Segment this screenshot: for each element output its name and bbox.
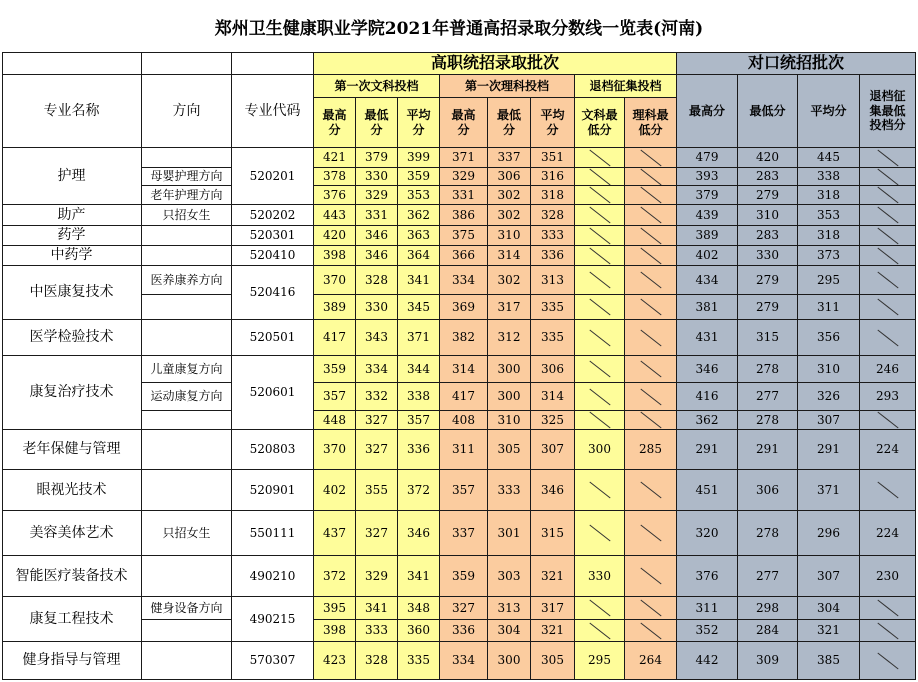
score-cell: 439 — [677, 205, 738, 226]
major-code: 520202 — [232, 205, 314, 226]
no-data-slash — [625, 205, 677, 226]
score-cell: 398 — [314, 620, 356, 642]
score-cell: 328 — [356, 266, 398, 295]
score-cell: 302 — [488, 186, 531, 205]
score-cell: 321 — [531, 556, 575, 597]
score-cell: 327 — [356, 511, 398, 556]
header-arts-max: 最高分 — [314, 98, 356, 148]
score-cell: 307 — [798, 556, 860, 597]
score-cell: 278 — [738, 511, 798, 556]
score-cell: 330 — [738, 246, 798, 266]
score-cell: 285 — [625, 430, 677, 470]
header-first-science: 第一次理科投档 — [440, 75, 575, 98]
score-cell: 330 — [356, 168, 398, 186]
score-cell: 346 — [531, 470, 575, 511]
no-data-slash — [625, 356, 677, 383]
score-cell: 311 — [440, 430, 488, 470]
direction-empty — [142, 620, 232, 642]
direction-label: 只招女生 — [142, 511, 232, 556]
score-cell: 328 — [531, 205, 575, 226]
score-cell: 434 — [677, 266, 738, 295]
score-cell: 332 — [356, 383, 398, 411]
score-cell: 305 — [531, 642, 575, 680]
no-data-slash — [860, 597, 916, 620]
score-cell: 370 — [314, 266, 356, 295]
score-cell: 301 — [488, 511, 531, 556]
score-cell: 314 — [488, 246, 531, 266]
score-cell: 313 — [488, 597, 531, 620]
major-name: 康复工程技术 — [2, 597, 142, 642]
score-cell: 335 — [531, 295, 575, 320]
score-cell: 321 — [798, 620, 860, 642]
no-data-slash — [575, 186, 625, 205]
no-data-slash — [625, 556, 677, 597]
score-cell: 372 — [398, 470, 440, 511]
major-code: 490210 — [232, 556, 314, 597]
score-cell: 330 — [575, 556, 625, 597]
no-data-slash — [575, 356, 625, 383]
score-cell: 279 — [738, 266, 798, 295]
score-cell: 315 — [738, 320, 798, 356]
no-data-slash — [860, 266, 916, 295]
no-data-slash — [625, 470, 677, 511]
major-code: 520416 — [232, 266, 314, 320]
major-name: 康复治疗技术 — [2, 356, 142, 430]
score-cell: 328 — [356, 642, 398, 680]
major-code: 520501 — [232, 320, 314, 356]
score-cell: 389 — [677, 226, 738, 246]
score-cell: 382 — [440, 320, 488, 356]
header-voc-avg: 平均分 — [798, 75, 860, 148]
score-cell: 402 — [314, 470, 356, 511]
score-cell: 331 — [356, 205, 398, 226]
no-data-slash — [575, 620, 625, 642]
header-retire-arts-min: 文科最低分 — [575, 98, 625, 148]
score-cell: 264 — [625, 642, 677, 680]
no-data-slash — [860, 226, 916, 246]
header-sci-min: 最低分 — [488, 98, 531, 148]
score-cell: 379 — [677, 186, 738, 205]
score-cell: 310 — [488, 411, 531, 430]
score-cell: 357 — [440, 470, 488, 511]
score-cell: 357 — [398, 411, 440, 430]
score-cell: 421 — [314, 148, 356, 168]
header-higher-voc-batch: 高职统招录取批次 — [314, 52, 677, 75]
major-code: 570307 — [232, 642, 314, 680]
no-data-slash — [575, 597, 625, 620]
score-cell: 320 — [677, 511, 738, 556]
score-cell: 353 — [398, 186, 440, 205]
score-cell: 393 — [677, 168, 738, 186]
score-cell: 337 — [488, 148, 531, 168]
direction-label: 只招女生 — [142, 205, 232, 226]
score-cell: 359 — [440, 556, 488, 597]
direction-empty — [142, 246, 232, 266]
score-cell: 327 — [356, 430, 398, 470]
score-cell: 300 — [488, 356, 531, 383]
header-retire-sci-min: 理科最低分 — [625, 98, 677, 148]
direction-label: 医养康养方向 — [142, 266, 232, 295]
score-cell: 363 — [398, 226, 440, 246]
major-name: 中药学 — [2, 246, 142, 266]
score-cell: 295 — [798, 266, 860, 295]
no-data-slash — [860, 470, 916, 511]
score-cell: 399 — [398, 148, 440, 168]
no-data-slash — [625, 295, 677, 320]
score-cell: 304 — [488, 620, 531, 642]
no-data-slash — [860, 320, 916, 356]
no-data-slash — [575, 470, 625, 511]
score-cell: 423 — [314, 642, 356, 680]
score-cell: 303 — [488, 556, 531, 597]
score-cell: 306 — [531, 356, 575, 383]
major-code: 520201 — [232, 148, 314, 205]
score-cell: 351 — [531, 148, 575, 168]
score-cell: 338 — [798, 168, 860, 186]
score-cell: 360 — [398, 620, 440, 642]
score-cell: 291 — [677, 430, 738, 470]
header-major: 专业名称 — [2, 75, 142, 148]
score-cell: 230 — [860, 556, 916, 597]
score-cell: 431 — [677, 320, 738, 356]
header-voc-retire-min: 退档征集最低投档分 — [860, 75, 916, 148]
score-cell: 318 — [531, 186, 575, 205]
no-data-slash — [575, 148, 625, 168]
direction-empty — [142, 148, 232, 168]
header-arts-avg: 平均分 — [398, 98, 440, 148]
score-cell: 356 — [798, 320, 860, 356]
score-cell: 224 — [860, 511, 916, 556]
direction-empty — [142, 411, 232, 430]
score-cell: 364 — [398, 246, 440, 266]
direction-empty — [142, 556, 232, 597]
score-cell: 336 — [531, 246, 575, 266]
score-cell: 369 — [440, 295, 488, 320]
score-cell: 298 — [738, 597, 798, 620]
direction-empty — [142, 642, 232, 680]
score-cell: 341 — [398, 266, 440, 295]
direction-label: 儿童康复方向 — [142, 356, 232, 383]
score-cell: 326 — [798, 383, 860, 411]
major-code: 490215 — [232, 597, 314, 642]
direction-empty — [142, 470, 232, 511]
score-cell: 334 — [356, 356, 398, 383]
no-data-slash — [625, 411, 677, 430]
score-cell: 417 — [314, 320, 356, 356]
score-cell: 329 — [440, 168, 488, 186]
score-cell: 386 — [440, 205, 488, 226]
score-cell: 315 — [531, 511, 575, 556]
no-data-slash — [575, 205, 625, 226]
no-data-slash — [575, 511, 625, 556]
score-cell: 296 — [798, 511, 860, 556]
major-name: 健身指导与管理 — [2, 642, 142, 680]
no-data-slash — [625, 246, 677, 266]
no-data-slash — [860, 246, 916, 266]
score-cell: 334 — [440, 266, 488, 295]
score-cell: 335 — [398, 642, 440, 680]
score-cell: 314 — [440, 356, 488, 383]
no-data-slash — [625, 320, 677, 356]
direction-empty — [142, 295, 232, 320]
score-cell: 305 — [488, 430, 531, 470]
score-cell: 479 — [677, 148, 738, 168]
major-name: 老年保健与管理 — [2, 430, 142, 470]
score-cell: 327 — [440, 597, 488, 620]
score-cell: 313 — [531, 266, 575, 295]
score-cell: 278 — [738, 411, 798, 430]
major-name: 助产 — [2, 205, 142, 226]
score-cell: 346 — [398, 511, 440, 556]
score-cell: 352 — [677, 620, 738, 642]
major-name: 眼视光技术 — [2, 470, 142, 511]
score-cell: 395 — [314, 597, 356, 620]
score-cell: 317 — [488, 295, 531, 320]
score-cell: 334 — [440, 642, 488, 680]
score-cell: 333 — [488, 470, 531, 511]
direction-label: 母婴护理方向 — [142, 168, 232, 186]
no-data-slash — [625, 620, 677, 642]
major-code: 550111 — [232, 511, 314, 556]
no-data-slash — [860, 642, 916, 680]
score-cell: 376 — [677, 556, 738, 597]
direction-label: 运动康复方向 — [142, 383, 232, 411]
score-cell: 451 — [677, 470, 738, 511]
no-data-slash — [575, 411, 625, 430]
score-cell: 417 — [440, 383, 488, 411]
score-cell: 304 — [798, 597, 860, 620]
no-data-slash — [860, 205, 916, 226]
header-retire-collection: 退档征集投档 — [575, 75, 677, 98]
score-cell: 325 — [531, 411, 575, 430]
score-cell: 379 — [356, 148, 398, 168]
score-cell: 327 — [356, 411, 398, 430]
score-cell: 312 — [488, 320, 531, 356]
no-data-slash — [625, 168, 677, 186]
score-cell: 336 — [398, 430, 440, 470]
score-cell: 448 — [314, 411, 356, 430]
score-cell: 300 — [575, 430, 625, 470]
score-cell: 341 — [398, 556, 440, 597]
score-cell: 306 — [488, 168, 531, 186]
header-blank — [232, 52, 314, 75]
score-cell: 314 — [531, 383, 575, 411]
no-data-slash — [860, 168, 916, 186]
no-data-slash — [575, 266, 625, 295]
header-code: 专业代码 — [232, 75, 314, 148]
direction-empty — [142, 226, 232, 246]
no-data-slash — [625, 226, 677, 246]
score-cell: 316 — [531, 168, 575, 186]
major-code: 520803 — [232, 430, 314, 470]
score-cell: 437 — [314, 511, 356, 556]
no-data-slash — [860, 186, 916, 205]
score-cell: 310 — [798, 356, 860, 383]
score-cell: 318 — [798, 186, 860, 205]
no-data-slash — [575, 383, 625, 411]
score-cell: 307 — [531, 430, 575, 470]
no-data-slash — [625, 148, 677, 168]
score-cell: 300 — [488, 383, 531, 411]
major-name: 美容美体艺术 — [2, 511, 142, 556]
page-title: 郑州卫生健康职业学院2021年普通高招录取分数线一览表(河南) — [214, 18, 704, 39]
no-data-slash — [860, 620, 916, 642]
direction-label: 健身设备方向 — [142, 597, 232, 620]
admission-scores-table — [0, 52, 918, 682]
score-cell: 311 — [798, 295, 860, 320]
score-cell: 362 — [398, 205, 440, 226]
score-cell: 371 — [440, 148, 488, 168]
no-data-slash — [860, 411, 916, 430]
score-cell: 359 — [398, 168, 440, 186]
score-cell: 284 — [738, 620, 798, 642]
score-cell: 343 — [356, 320, 398, 356]
score-cell: 311 — [677, 597, 738, 620]
score-cell: 381 — [677, 295, 738, 320]
score-cell: 310 — [738, 205, 798, 226]
header-sci-max: 最高分 — [440, 98, 488, 148]
score-cell: 333 — [356, 620, 398, 642]
score-cell: 353 — [798, 205, 860, 226]
score-cell: 277 — [738, 556, 798, 597]
score-cell: 246 — [860, 356, 916, 383]
major-code: 520901 — [232, 470, 314, 511]
score-cell: 329 — [356, 556, 398, 597]
score-cell: 283 — [738, 168, 798, 186]
no-data-slash — [575, 320, 625, 356]
major-code: 520301 — [232, 226, 314, 246]
score-cell: 309 — [738, 642, 798, 680]
major-name: 医学检验技术 — [2, 320, 142, 356]
score-cell: 355 — [356, 470, 398, 511]
no-data-slash — [625, 186, 677, 205]
header-sci-avg: 平均分 — [531, 98, 575, 148]
direction-empty — [142, 430, 232, 470]
score-cell: 341 — [356, 597, 398, 620]
score-cell: 408 — [440, 411, 488, 430]
score-cell: 402 — [677, 246, 738, 266]
score-cell: 346 — [356, 246, 398, 266]
score-cell: 372 — [314, 556, 356, 597]
no-data-slash — [625, 383, 677, 411]
header-arts-min: 最低分 — [356, 98, 398, 148]
score-cell: 338 — [398, 383, 440, 411]
header-blank — [2, 52, 142, 75]
score-cell: 321 — [531, 620, 575, 642]
score-cell: 385 — [798, 642, 860, 680]
no-data-slash — [575, 226, 625, 246]
score-cell: 366 — [440, 246, 488, 266]
header-blank — [142, 52, 232, 75]
score-cell: 302 — [488, 205, 531, 226]
major-code: 520601 — [232, 356, 314, 430]
score-cell: 283 — [738, 226, 798, 246]
score-cell: 306 — [738, 470, 798, 511]
score-cell: 307 — [798, 411, 860, 430]
score-cell: 398 — [314, 246, 356, 266]
score-cell: 337 — [440, 511, 488, 556]
score-cell: 420 — [738, 148, 798, 168]
header-first-arts: 第一次文科投档 — [314, 75, 440, 98]
header-voc-min: 最低分 — [738, 75, 798, 148]
score-cell: 445 — [798, 148, 860, 168]
score-cell: 277 — [738, 383, 798, 411]
score-cell: 420 — [314, 226, 356, 246]
major-name: 智能医疗装备技术 — [2, 556, 142, 597]
score-cell: 291 — [798, 430, 860, 470]
score-cell: 346 — [356, 226, 398, 246]
score-cell: 345 — [398, 295, 440, 320]
score-cell: 318 — [798, 226, 860, 246]
direction-empty — [142, 320, 232, 356]
score-cell: 375 — [440, 226, 488, 246]
score-cell: 329 — [356, 186, 398, 205]
score-cell: 291 — [738, 430, 798, 470]
score-cell: 344 — [398, 356, 440, 383]
no-data-slash — [625, 597, 677, 620]
score-cell: 330 — [356, 295, 398, 320]
major-name: 中医康复技术 — [2, 266, 142, 320]
score-cell: 378 — [314, 168, 356, 186]
score-cell: 302 — [488, 266, 531, 295]
major-name: 护理 — [2, 148, 142, 205]
score-cell: 357 — [314, 383, 356, 411]
score-cell: 336 — [440, 620, 488, 642]
score-cell: 389 — [314, 295, 356, 320]
score-cell: 416 — [677, 383, 738, 411]
no-data-slash — [575, 295, 625, 320]
score-cell: 279 — [738, 295, 798, 320]
score-cell: 371 — [798, 470, 860, 511]
score-cell: 370 — [314, 430, 356, 470]
major-name: 药学 — [2, 226, 142, 246]
score-cell: 442 — [677, 642, 738, 680]
header-vocational-batch: 对口统招批次 — [677, 52, 916, 75]
score-cell: 317 — [531, 597, 575, 620]
score-cell: 373 — [798, 246, 860, 266]
score-cell: 310 — [488, 226, 531, 246]
score-cell: 359 — [314, 356, 356, 383]
score-cell: 362 — [677, 411, 738, 430]
score-cell: 278 — [738, 356, 798, 383]
no-data-slash — [860, 295, 916, 320]
direction-label: 老年护理方向 — [142, 186, 232, 205]
score-cell: 333 — [531, 226, 575, 246]
score-cell: 295 — [575, 642, 625, 680]
score-cell: 346 — [677, 356, 738, 383]
score-cell: 335 — [531, 320, 575, 356]
header-direction: 方向 — [142, 75, 232, 148]
header-voc-max: 最高分 — [677, 75, 738, 148]
score-cell: 348 — [398, 597, 440, 620]
no-data-slash — [860, 148, 916, 168]
no-data-slash — [625, 266, 677, 295]
score-cell: 224 — [860, 430, 916, 470]
no-data-slash — [575, 246, 625, 266]
score-cell: 300 — [488, 642, 531, 680]
score-cell: 279 — [738, 186, 798, 205]
score-cell: 443 — [314, 205, 356, 226]
major-code: 520410 — [232, 246, 314, 266]
score-cell: 371 — [398, 320, 440, 356]
score-cell: 376 — [314, 186, 356, 205]
no-data-slash — [625, 511, 677, 556]
no-data-slash — [575, 168, 625, 186]
score-cell: 293 — [860, 383, 916, 411]
score-cell: 331 — [440, 186, 488, 205]
